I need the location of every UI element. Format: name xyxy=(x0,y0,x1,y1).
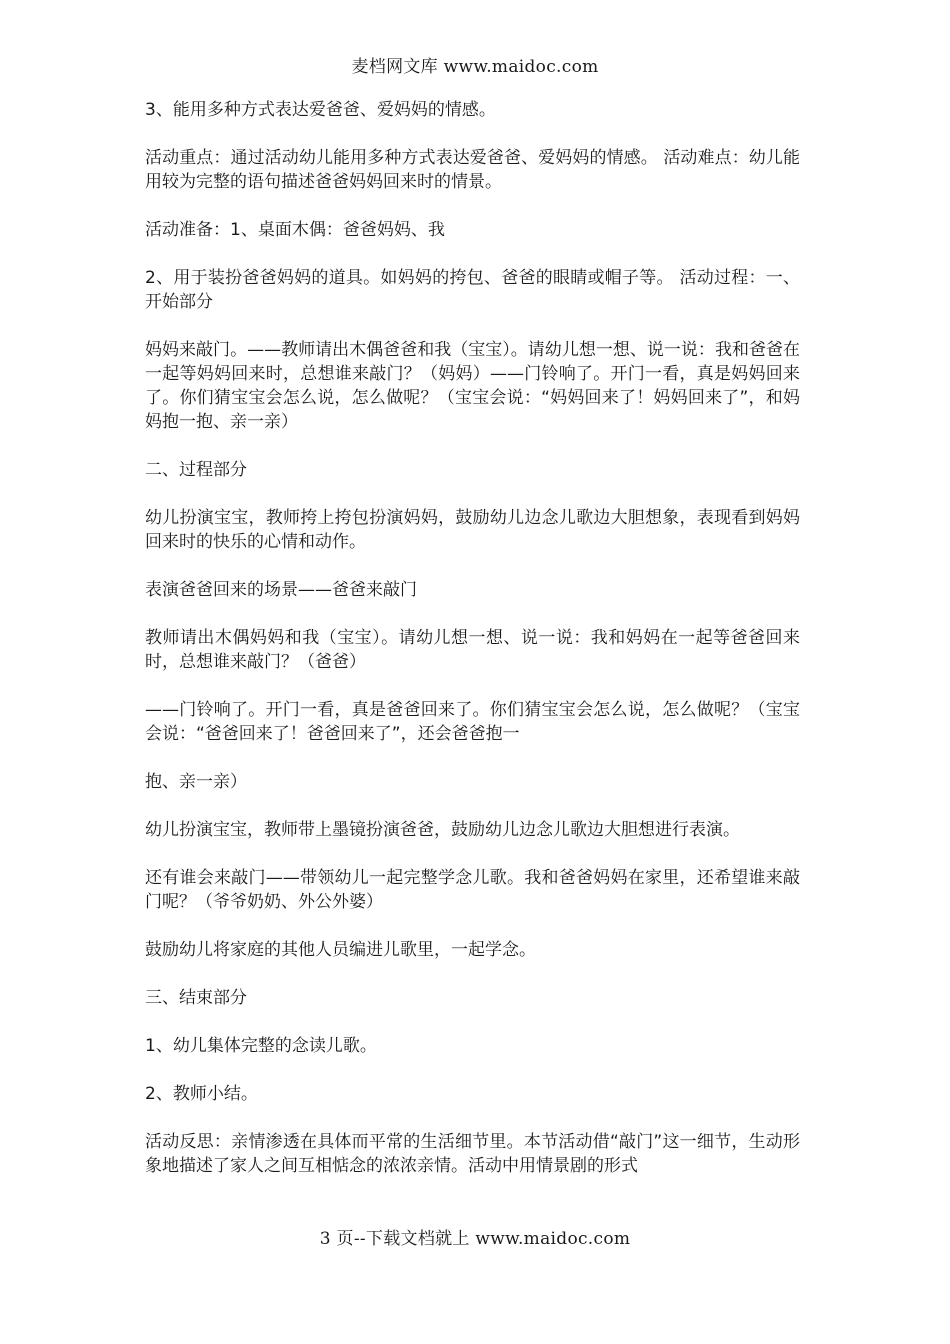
page-footer: 3 页--下载文档就上 www.maidoc.com xyxy=(319,1229,631,1249)
paragraph: 表演爸爸回来的场景——爸爸来敲门 xyxy=(145,580,417,600)
paragraph: 2、用于装扮爸爸妈妈的道具。如妈妈的挎包、爸爸的眼睛或帽子等。 活动过程：一、开始部分 xyxy=(145,268,800,312)
document-body xyxy=(145,98,800,1202)
paragraph: 教师请出木偶妈妈和我（宝宝）。请幼儿想一想、说一说：我和妈妈在一起等爸爸回来时，总想谁来敲门？（爸爸） xyxy=(145,628,800,672)
paragraph: 还有谁会来敲门——带领幼儿一起完整学念儿歌。我和爸爸妈妈在家里，还希望谁来敲门呢？（爷爷奶奶、外公外婆） xyxy=(145,868,800,912)
paragraph: 幼儿扮演宝宝，教师挎上挎包扮演妈妈，鼓励幼儿边念儿歌边大胆想象，表现看到妈妈回来时的快乐的心情和动作。 xyxy=(145,508,800,552)
paragraph: 抱、亲一亲） xyxy=(145,772,247,792)
paragraph: 活动准备：1、桌面木偶：爸爸妈妈、我 xyxy=(145,220,445,240)
page-header: 麦档网文库 www.maidoc.com xyxy=(351,57,599,77)
paragraph: 妈妈来敲门。——教师请出木偶爸爸和我（宝宝）。请幼儿想一想、说一说：我和爸爸在一起等妈妈回来时，总想谁来敲门？（妈妈）——门铃响了。开门一看，真是妈妈回来了。你们猜宝宝会怎么说，怎么做呢？（宝宝会说：“妈妈回来了！妈妈回来了”，和妈妈抱一抱、亲一亲） xyxy=(145,340,800,432)
section-heading: 二、过程部分 xyxy=(145,460,247,480)
paragraph: 2、教师小结。 xyxy=(145,1084,258,1104)
paragraph: 3、能用多种方式表达爱爸爸、爱妈妈的情感。 xyxy=(145,100,496,120)
paragraph: 活动重点：通过活动幼儿能用多种方式表达爱爸爸、爱妈妈的情感。 活动难点：幼儿能用较为完整的语句描述爸爸妈妈回来时的情景。 xyxy=(145,148,800,192)
section-heading: 三、结束部分 xyxy=(145,988,247,1008)
paragraph: 幼儿扮演宝宝，教师带上墨镜扮演爸爸，鼓励幼儿边念儿歌边大胆想进行表演。 xyxy=(145,820,740,840)
paragraph: 1、幼儿集体完整的念读儿歌。 xyxy=(145,1036,377,1056)
paragraph: ——门铃响了。开门一看，真是爸爸回来了。你们猜宝宝会怎么说，怎么做呢？（宝宝会说：“爸爸回来了！爸爸回来了”，还会爸爸抱一 xyxy=(145,700,800,744)
paragraph: 鼓励幼儿将家庭的其他人员编进儿歌里，一起学念。 xyxy=(145,940,536,960)
paragraph: 活动反思：亲情渗透在具体而平常的生活细节里。本节活动借“敲门”这一细节，生动形象地描述了家人之间互相惦念的浓浓亲情。活动中用情景剧的形式 xyxy=(145,1132,800,1176)
